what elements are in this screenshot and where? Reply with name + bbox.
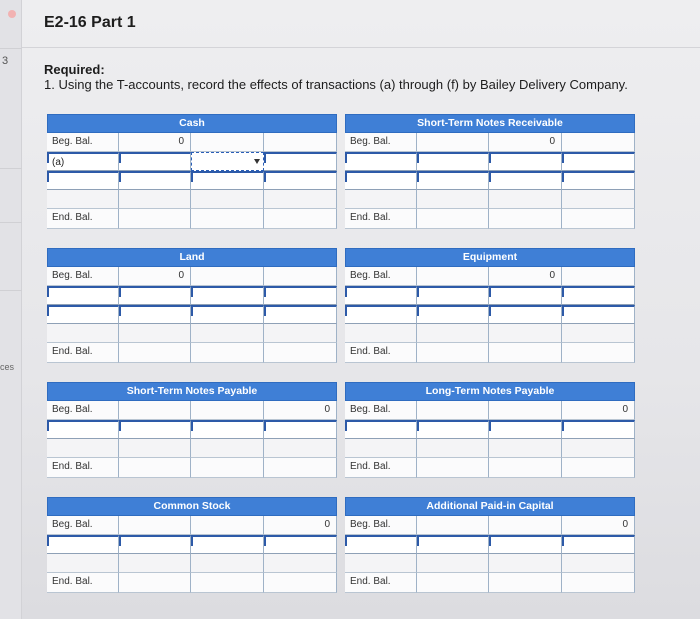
credit-end-label	[489, 343, 562, 363]
credit-end-balance	[264, 573, 337, 593]
spacer-cell	[47, 554, 119, 573]
transaction-select[interactable]	[191, 420, 264, 439]
t-account-header	[345, 497, 635, 516]
credit-amount-input[interactable]	[264, 152, 337, 171]
sidebar-number: 3	[2, 55, 9, 67]
end-bal-label: End. Bal.	[345, 573, 417, 593]
credit-label-cell	[191, 133, 264, 152]
transaction-select[interactable]	[489, 420, 562, 439]
spacer-cell	[417, 324, 489, 343]
spacer-cell	[119, 190, 191, 209]
credit-amount-input[interactable]	[264, 286, 337, 305]
transaction-select[interactable]	[489, 152, 562, 171]
transaction-select[interactable]	[345, 420, 417, 439]
credit-end-balance	[562, 458, 635, 478]
t-account-additional-paid-in-capital	[345, 497, 635, 593]
transaction-select[interactable]	[47, 286, 119, 305]
debit-amount-input[interactable]	[119, 535, 191, 554]
account-name: Cash	[179, 117, 205, 129]
transaction-select[interactable]	[47, 535, 119, 554]
debit-beg-balance: 0	[489, 267, 562, 286]
spacer-cell	[562, 439, 635, 458]
beg-bal-label: Beg. Bal.	[47, 401, 119, 420]
end-bal-label: End. Bal.	[47, 343, 119, 363]
debit-label-spacer	[417, 267, 489, 286]
credit-amount-input[interactable]	[264, 171, 337, 190]
credit-end-label	[489, 209, 562, 229]
debit-end-balance	[119, 209, 191, 229]
t-account-header	[345, 248, 635, 267]
t-account-common-stock	[47, 497, 337, 593]
spacer-cell	[264, 324, 337, 343]
spacer-cell	[345, 439, 417, 458]
credit-amount-input[interactable]	[562, 171, 635, 190]
status-dot-icon	[8, 10, 16, 18]
credit-amount-cell	[562, 267, 635, 286]
sidebar-label: ces	[0, 362, 15, 372]
t-account-header	[47, 382, 337, 401]
header-divider	[22, 47, 700, 48]
row-a-value: (a)	[52, 157, 65, 168]
transaction-select[interactable]	[489, 305, 562, 324]
credit-end-balance	[562, 343, 635, 363]
t-account-header	[345, 382, 635, 401]
account-name: Short-Term Notes Payable	[126, 385, 258, 397]
credit-label-cell	[489, 401, 562, 420]
credit-amount-cell	[264, 133, 337, 152]
credit-end-label	[191, 209, 264, 229]
debit-end-balance	[119, 573, 191, 593]
transaction-select[interactable]	[191, 305, 264, 324]
credit-beg-balance: 0	[264, 516, 337, 535]
beg-bal-label: Beg. Bal.	[47, 516, 119, 535]
spacer-cell	[489, 439, 562, 458]
credit-label-cell	[191, 401, 264, 420]
debit-end-balance	[417, 458, 489, 478]
credit-end-balance	[562, 573, 635, 593]
debit-amount-cell	[417, 516, 489, 535]
debit-amount-cell	[417, 401, 489, 420]
account-name: Short-Term Notes Receivable	[417, 117, 563, 129]
account-name: Equipment	[462, 251, 518, 263]
transaction-select[interactable]	[191, 535, 264, 554]
spacer-cell	[345, 324, 417, 343]
spacer-cell	[264, 439, 337, 458]
credit-end-balance	[562, 209, 635, 229]
debit-amount-input[interactable]	[119, 305, 191, 324]
sidebar-divider	[0, 168, 22, 169]
credit-end-balance	[264, 209, 337, 229]
t-account-short-term-notes-payable	[47, 382, 337, 478]
transaction-select[interactable]	[191, 286, 264, 305]
credit-amount-input[interactable]	[264, 535, 337, 554]
transaction-select[interactable]	[345, 171, 417, 190]
spacer-cell	[562, 324, 635, 343]
debit-amount-input[interactable]	[417, 152, 489, 171]
credit-amount-cell	[562, 133, 635, 152]
credit-label-cell	[489, 516, 562, 535]
spacer-cell	[345, 554, 417, 573]
credit-end-label	[489, 573, 562, 593]
transaction-select[interactable]	[489, 171, 562, 190]
account-name: Common Stock	[153, 500, 231, 512]
credit-end-label	[191, 573, 264, 593]
credit-end-balance	[264, 458, 337, 478]
transaction-select[interactable]	[489, 286, 562, 305]
beg-bal-label: Beg. Bal.	[47, 267, 119, 286]
transaction-select-dropdown[interactable]	[191, 152, 264, 171]
t-account-long-term-notes-payable	[345, 382, 635, 478]
required-heading: Required:	[44, 62, 105, 77]
debit-amount-input[interactable]	[119, 286, 191, 305]
debit-end-balance	[417, 343, 489, 363]
spacer-cell	[417, 554, 489, 573]
credit-end-label	[489, 458, 562, 478]
transaction-select[interactable]	[345, 305, 417, 324]
transaction-select[interactable]	[47, 152, 119, 171]
credit-label-cell	[191, 516, 264, 535]
debit-label-spacer	[417, 133, 489, 152]
transaction-select[interactable]	[345, 535, 417, 554]
spacer-cell	[191, 439, 264, 458]
transaction-select[interactable]	[489, 535, 562, 554]
spacer-cell	[264, 554, 337, 573]
debit-amount-cell	[119, 516, 191, 535]
credit-amount-input[interactable]	[562, 152, 635, 171]
account-name: Additional Paid-in Capital	[426, 500, 554, 512]
beg-bal-label: Beg. Bal.	[345, 401, 417, 420]
debit-end-balance	[119, 458, 191, 478]
end-bal-label: End. Bal.	[345, 209, 417, 229]
transaction-select[interactable]	[47, 305, 119, 324]
page-title: E2-16 Part 1	[44, 14, 136, 31]
spacer-cell	[345, 190, 417, 209]
end-bal-label: End. Bal.	[345, 458, 417, 478]
left-sidebar	[0, 0, 22, 619]
credit-amount-input[interactable]	[264, 305, 337, 324]
spacer-cell	[191, 190, 264, 209]
credit-end-label	[191, 458, 264, 478]
sidebar-divider	[0, 48, 22, 49]
debit-amount-input[interactable]	[119, 152, 191, 171]
debit-amount-input[interactable]	[417, 420, 489, 439]
spacer-cell	[47, 439, 119, 458]
credit-beg-balance: 0	[264, 401, 337, 420]
required-instructions: 1. Using the T-accounts, record the effects of transactions (a) through (f) by Bailey Delivery Company.	[44, 77, 628, 92]
beg-bal-label: Beg. Bal.	[47, 133, 119, 152]
spacer-cell	[47, 190, 119, 209]
spacer-cell	[119, 324, 191, 343]
spacer-cell	[119, 554, 191, 573]
spacer-cell	[562, 554, 635, 573]
spacer-cell	[191, 324, 264, 343]
t-account-header	[47, 497, 337, 516]
credit-label-cell	[191, 267, 264, 286]
end-bal-label: End. Bal.	[47, 573, 119, 593]
credit-amount-input[interactable]	[562, 305, 635, 324]
spacer-cell	[417, 190, 489, 209]
spacer-cell	[489, 554, 562, 573]
debit-amount-input[interactable]	[119, 420, 191, 439]
end-bal-label: End. Bal.	[47, 458, 119, 478]
credit-end-balance	[264, 343, 337, 363]
t-account-short-term-notes-receivable	[345, 114, 635, 229]
transaction-select[interactable]	[345, 152, 417, 171]
transaction-select[interactable]	[191, 171, 264, 190]
t-account-header	[345, 114, 635, 133]
spacer-cell	[562, 190, 635, 209]
credit-amount-input[interactable]	[562, 420, 635, 439]
debit-amount-input[interactable]	[417, 305, 489, 324]
credit-amount-input[interactable]	[562, 286, 635, 305]
debit-amount-input[interactable]	[417, 171, 489, 190]
transaction-select[interactable]	[47, 420, 119, 439]
debit-end-balance	[417, 573, 489, 593]
spacer-cell	[264, 190, 337, 209]
transaction-select[interactable]	[345, 286, 417, 305]
debit-end-balance	[417, 209, 489, 229]
debit-end-balance	[119, 343, 191, 363]
spacer-cell	[417, 439, 489, 458]
credit-amount-input[interactable]	[562, 535, 635, 554]
end-bal-label: End. Bal.	[47, 209, 119, 229]
debit-amount-cell	[119, 401, 191, 420]
account-name: Long-Term Notes Payable	[425, 385, 555, 397]
credit-amount-input[interactable]	[264, 420, 337, 439]
spacer-cell	[191, 554, 264, 573]
debit-beg-balance: 0	[119, 267, 191, 286]
end-bal-label: End. Bal.	[345, 343, 417, 363]
spacer-cell	[119, 439, 191, 458]
debit-beg-balance: 0	[489, 133, 562, 152]
beg-bal-label: Beg. Bal.	[345, 516, 417, 535]
beg-bal-label: Beg. Bal.	[345, 133, 417, 152]
credit-beg-balance: 0	[562, 401, 635, 420]
t-account-header	[47, 114, 337, 133]
sidebar-divider	[0, 222, 22, 223]
spacer-cell	[489, 324, 562, 343]
t-account-land	[47, 248, 337, 363]
t-account-equipment	[345, 248, 635, 363]
spacer-cell	[47, 324, 119, 343]
beg-bal-label: Beg. Bal.	[345, 267, 417, 286]
debit-beg-balance: 0	[119, 133, 191, 152]
transaction-select[interactable]	[47, 171, 119, 190]
spacer-cell	[489, 190, 562, 209]
account-name: Land	[179, 251, 205, 263]
debit-amount-input[interactable]	[119, 171, 191, 190]
debit-amount-input[interactable]	[417, 286, 489, 305]
t-account-header	[47, 248, 337, 267]
sidebar-divider	[0, 290, 22, 291]
credit-beg-balance: 0	[562, 516, 635, 535]
credit-end-label	[191, 343, 264, 363]
credit-amount-cell	[264, 267, 337, 286]
chevron-down-icon	[254, 159, 260, 164]
debit-amount-input[interactable]	[417, 535, 489, 554]
t-account-cash	[47, 114, 337, 229]
